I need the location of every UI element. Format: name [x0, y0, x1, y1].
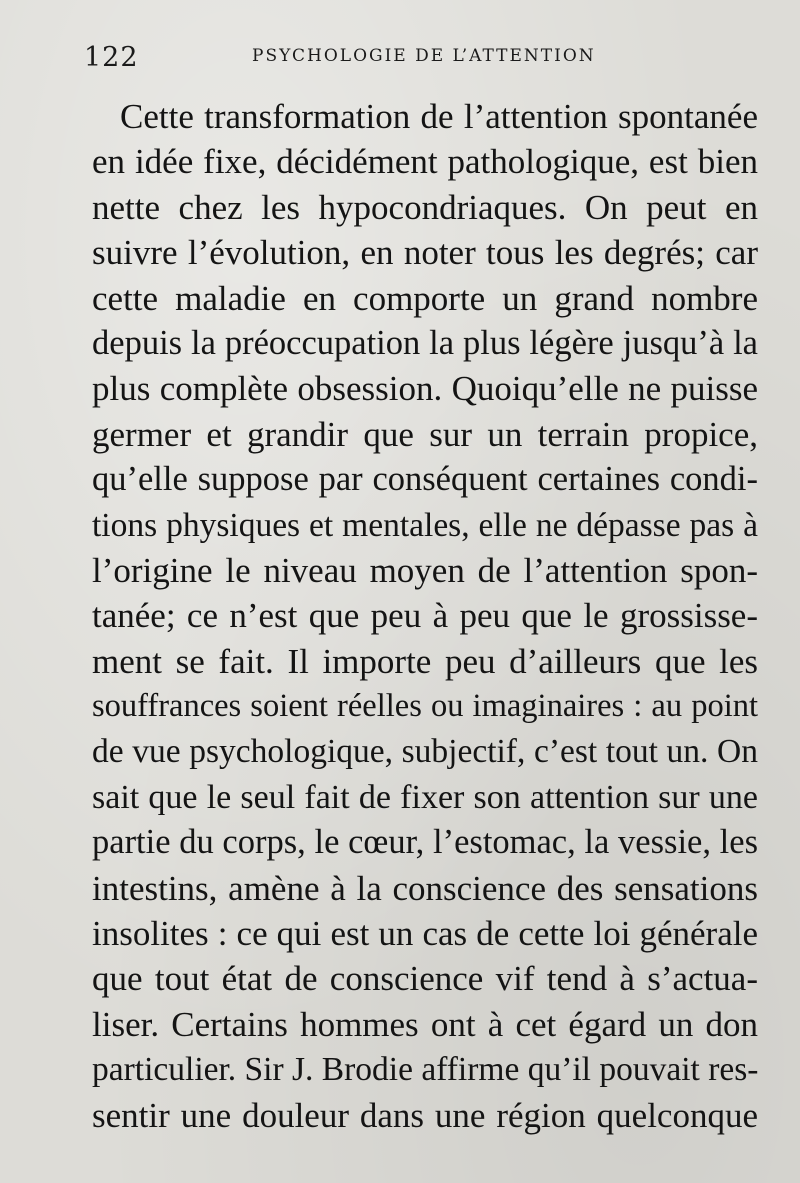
text-line: Cette transformation de l’attention spontanée: [120, 97, 758, 136]
text-line: intestins, amène à la conscience des sensations: [92, 868, 758, 908]
text-line: que tout état de conscience vif tend à s’actua-: [92, 959, 758, 999]
text-line: en idée fixe, décidément pathologique, est bien: [92, 142, 758, 182]
text-line: ment se fait. Il importe peu d’ailleurs que les: [92, 641, 758, 681]
page-number: 122: [84, 42, 139, 73]
text-line: suivre l’évolution, en noter tous les degrés; car: [92, 233, 758, 273]
running-title: PSYCHOLOGIE DE L’ATTENTION: [252, 46, 596, 66]
text-line: tanée; ce n’est que peu à peu que le grossisse-: [92, 596, 758, 636]
text-line: depuis la préoccupation la plus légère jusqu’à la: [92, 323, 758, 362]
text-line: tions physiques et mentales, elle ne dépasse pas à: [92, 506, 758, 544]
text-line: partie du corps, le cœur, l’estomac, la vessie, les: [92, 823, 758, 862]
running-head: [84, 40, 744, 76]
text-line: cette maladie en comporte un grand nombre: [92, 278, 758, 318]
text-line: germer et grandir que sur un terrain propice,: [92, 414, 758, 454]
text-line: liser. Certains hommes ont à cet égard un don: [92, 1004, 758, 1044]
body-paragraph: [92, 94, 758, 1138]
text-line: nette chez les hypocondriaques. On peut en: [92, 187, 758, 227]
text-line: insolites : ce qui est un cas de cette loi générale: [92, 914, 758, 954]
text-line: plus complète obsession. Quoiqu’elle ne puisse: [92, 369, 758, 409]
text-line: de vue psychologique, subjectif, c’est tout un. On: [92, 733, 758, 771]
text-line: l’origine le niveau moyen de l’attention spon-: [92, 550, 758, 590]
text-line: particulier. Sir J. Brodie affirme qu’il pouvait res-: [92, 1051, 759, 1089]
text-line: sait que le seul fait de fixer son attention sur une: [92, 778, 758, 816]
text-line: souffrances soient réelles ou imaginaires : au point: [92, 688, 758, 725]
text-line: sentir une douleur dans une région quelconque: [92, 1095, 758, 1135]
text-line: qu’elle suppose par conséquent certaines condi-: [92, 460, 758, 499]
